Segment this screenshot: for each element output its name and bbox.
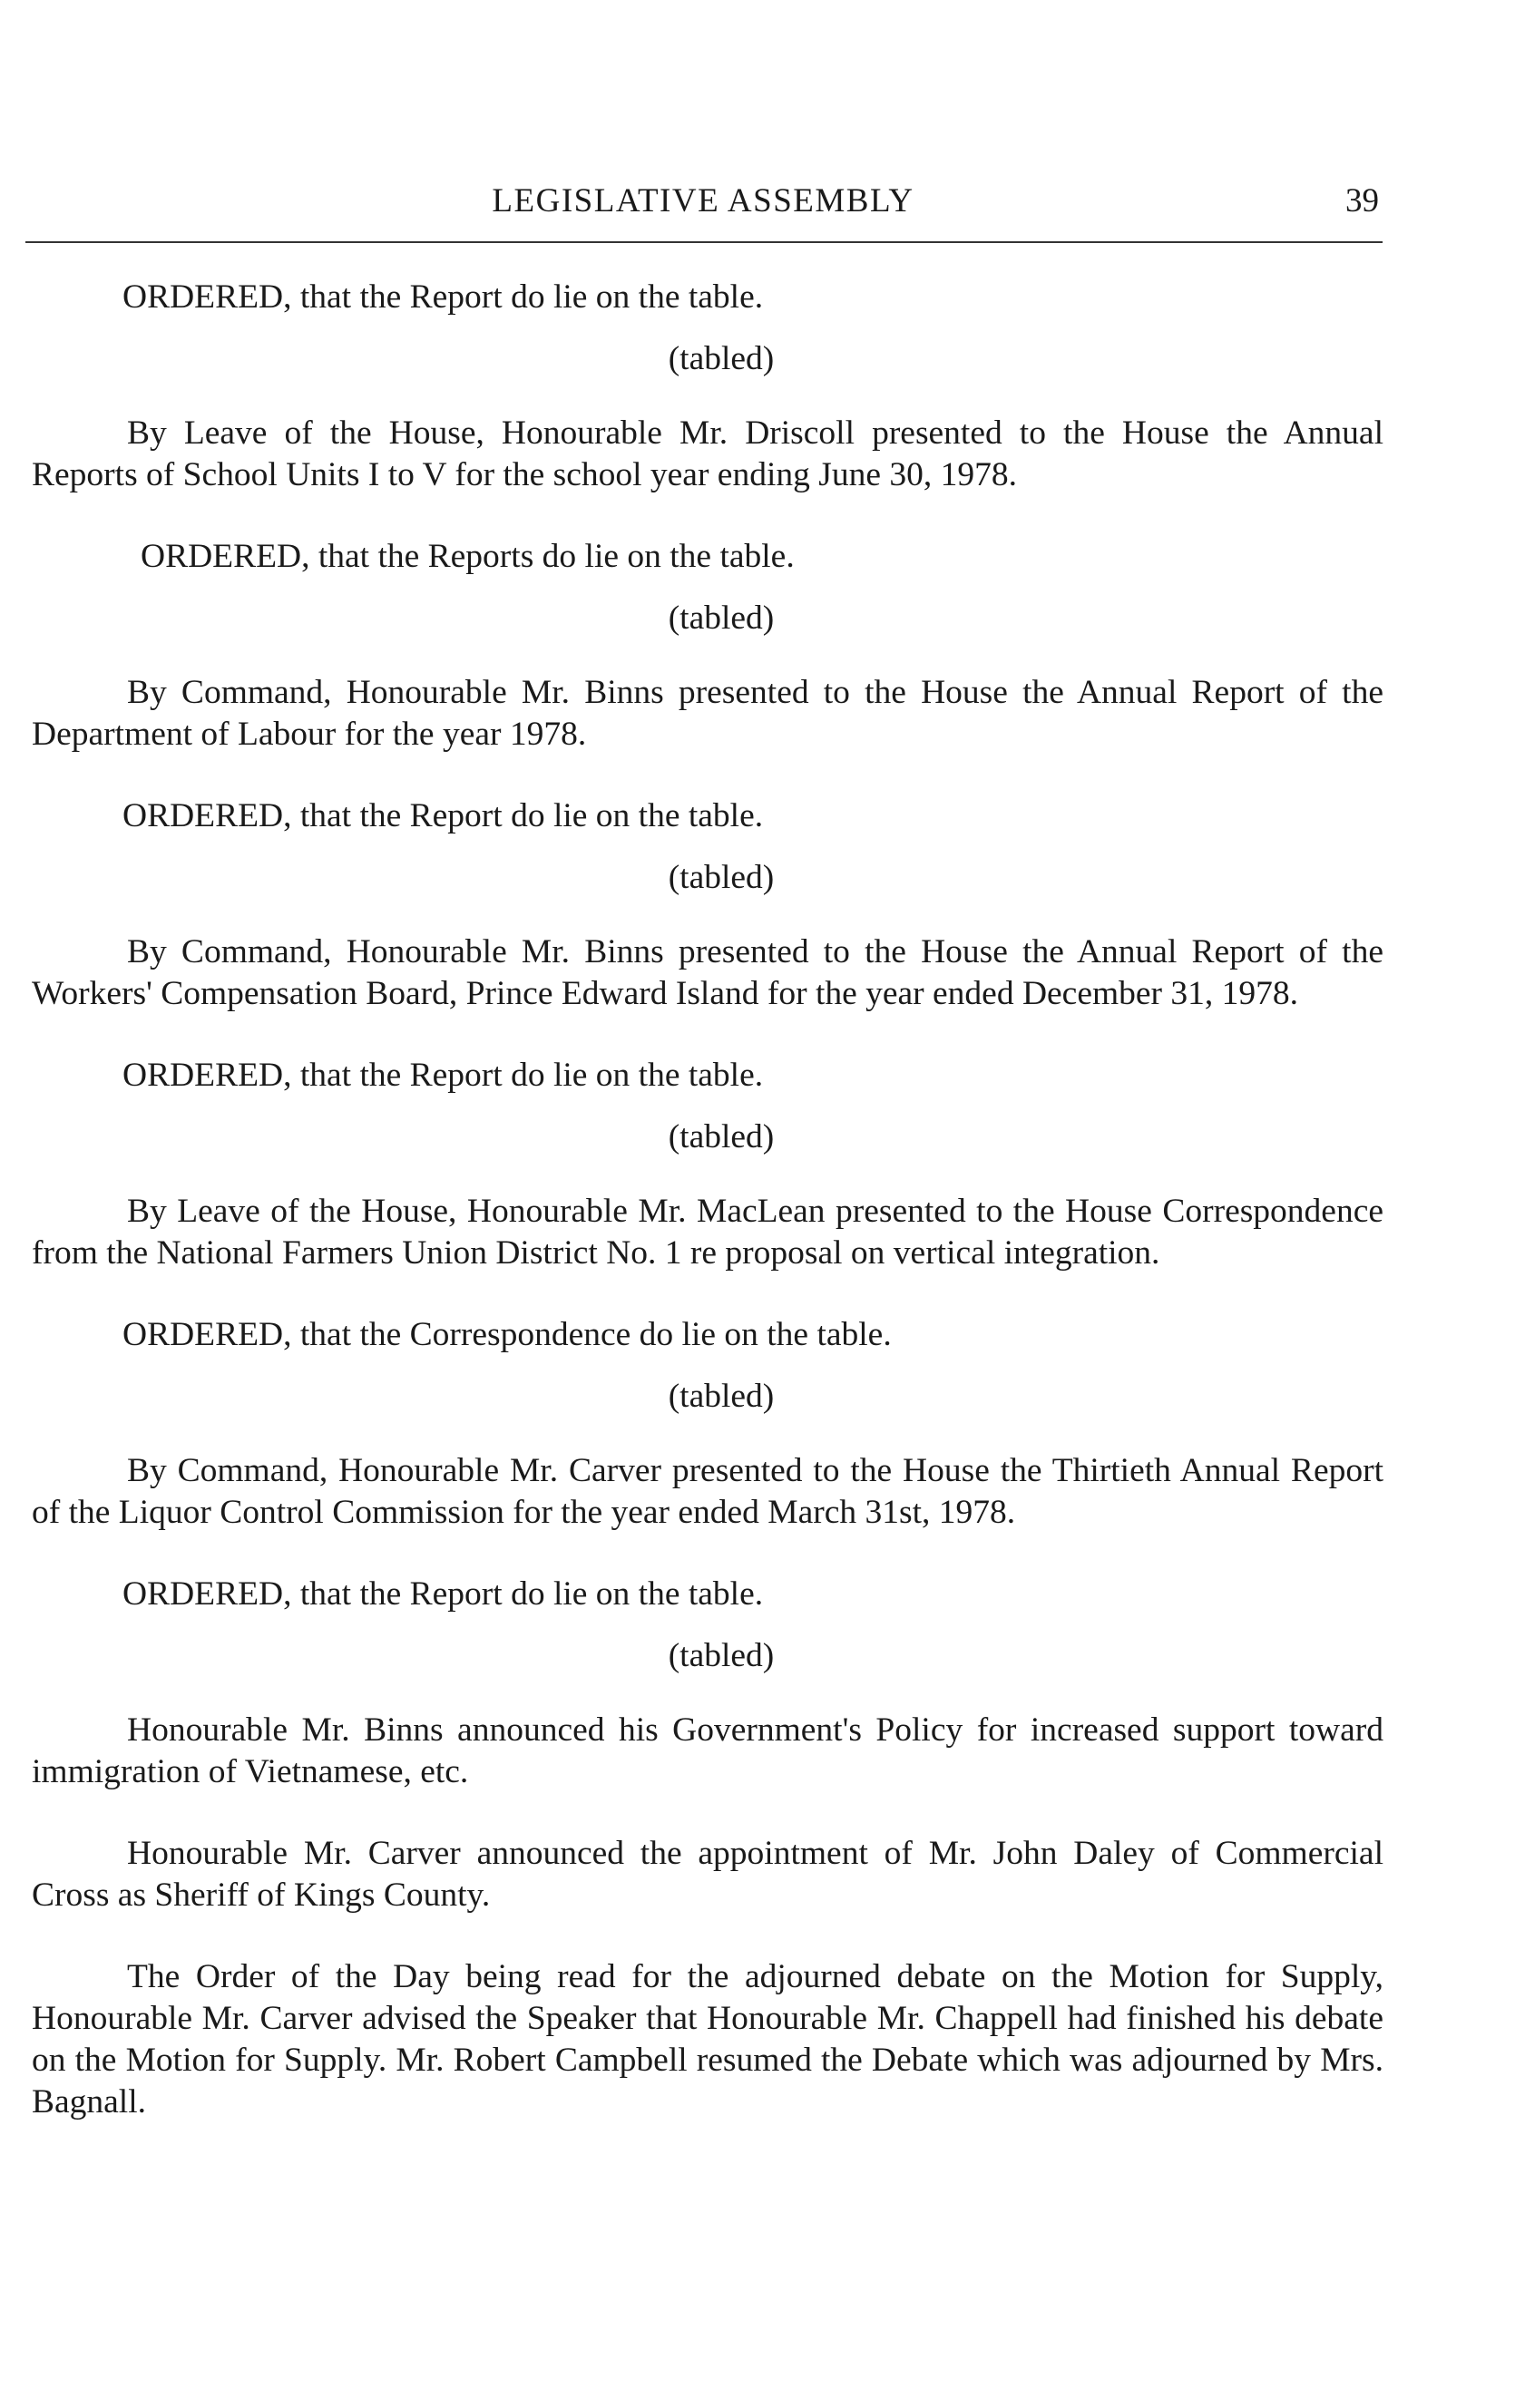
tabled-note: (tabled) <box>668 859 775 896</box>
paragraph: Honourable Mr. Binns announced his Government's Policy for increased support toward immigration of Vietnamese, etc. <box>32 1711 1383 1790</box>
tabled-note: (tabled) <box>668 600 775 637</box>
body-text <box>32 277 1383 2123</box>
paragraph: By Command, Honourable Mr. Binns presented to the House the Annual Report of the Department of Labour for the year 1978. <box>32 674 1383 753</box>
tabled-note: (tabled) <box>668 340 775 377</box>
paragraph: Honourable Mr. Carver announced the appointment of Mr. John Daley of Commercial Cross as Sheriff of Kings County. <box>32 1835 1383 1914</box>
running-title: LEGISLATIVE ASSEMBLY <box>492 182 914 219</box>
page-number: 39 <box>1345 182 1379 219</box>
ordered-line: ORDERED, that the Report do lie on the table. <box>122 797 764 834</box>
ordered-line: ORDERED, that the Report do lie on the table. <box>122 1575 764 1613</box>
tabled-note: (tabled) <box>668 1118 775 1155</box>
paragraph: By Leave of the House, Honourable Mr. MacLean presented to the House Correspondence from the National Farmers Union District No. 1 re proposal on vertical integration. <box>32 1193 1383 1272</box>
ordered-line: ORDERED, that the Report do lie on the table. <box>122 1057 764 1094</box>
paragraph: By Leave of the House, Honourable Mr. Driscoll presented to the House the Annual Reports of School Units I to V for the school year ending June 30, 1978. <box>32 414 1383 493</box>
paragraph: By Command, Honourable Mr. Binns presented to the House the Annual Report of the Workers' Compensation Board, Prince Edward Island for the year ended December 31, 1978. <box>32 933 1383 1012</box>
ordered-line: ORDERED, that the Correspondence do lie on the table. <box>122 1316 892 1353</box>
tabled-note: (tabled) <box>668 1637 775 1674</box>
ordered-line: ORDERED, that the Report do lie on the table. <box>122 278 764 316</box>
paragraph: The Order of the Day being read for the adjourned debate on the Motion for Supply, Honourable Mr. Carver advised the Speaker that Honourable Mr. Chappell had finished his debate on the Motion for Supply. Mr. Robert Campbell resumed the Debate which was adjourned by Mrs. Bagnall. <box>32 1958 1383 2120</box>
tabled-note: (tabled) <box>668 1378 775 1415</box>
paragraph: By Command, Honourable Mr. Carver presented to the House the Thirtieth Annual Report of the Liquor Control Commission for the year ended March 31st, 1978. <box>32 1452 1383 1531</box>
ordered-line: ORDERED, that the Reports do lie on the table. <box>141 538 795 575</box>
page-header <box>27 174 1379 229</box>
header-rule <box>25 241 1383 243</box>
